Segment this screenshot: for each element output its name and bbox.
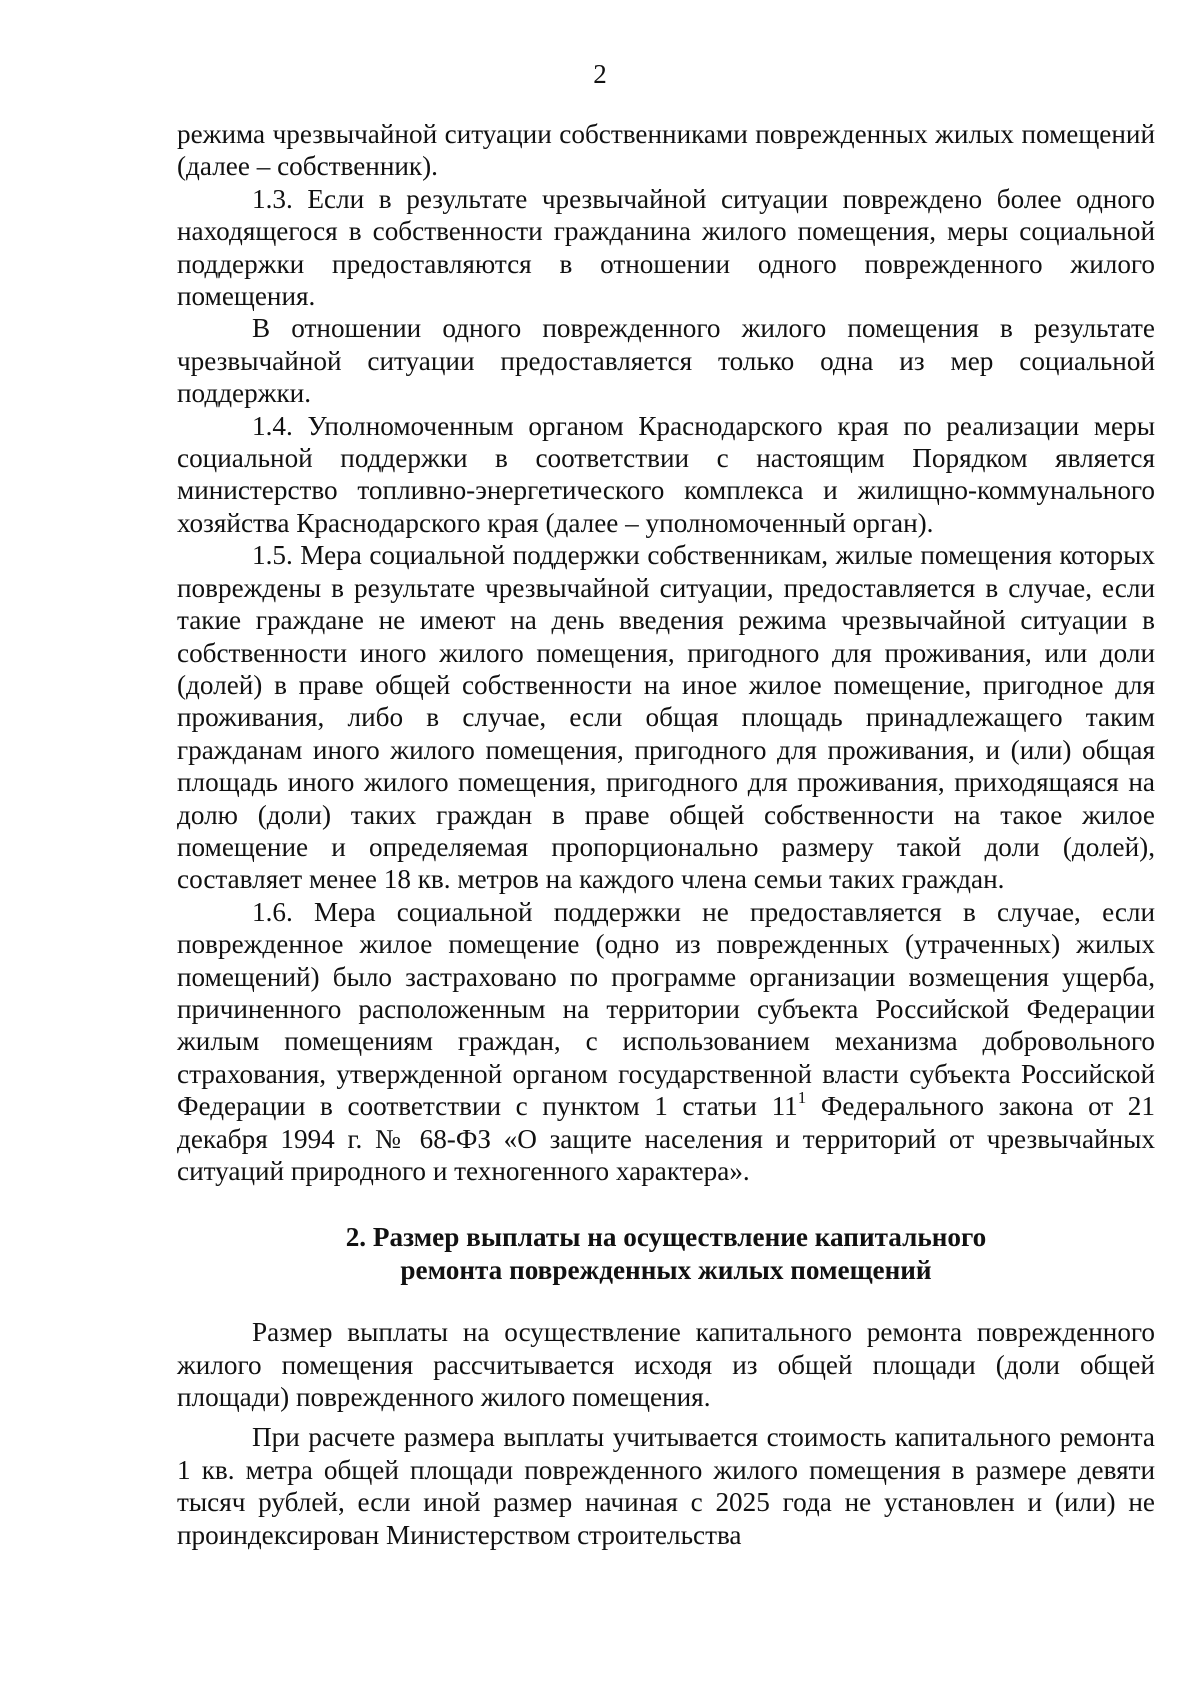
- paragraph-1-3: 1.3. Если в результате чрезвычайной ситуации повреждено более одного находящегося в собственности гражданина жилого помещения, меры социальной поддержки предоставляются в отношении одного поврежденного жилого помещения.: [177, 183, 1155, 312]
- paragraph-payment-size: Размер выплаты на осуществление капитального ремонта поврежденного жилого помещения рассчитывается исходя из общей площади (доли общей площади) поврежденного жилого помещения.: [177, 1317, 1155, 1413]
- page-number: 2: [593, 59, 607, 89]
- section-heading-line-2: ремонта поврежденных жилых помещений: [400, 1254, 932, 1285]
- section-heading: [177, 1221, 1155, 1286]
- paragraph-1-4: 1.4. Уполномоченным органом Краснодарского края по реализации меры социальной поддержки в соответствии с настоящим Порядком является министерство топливно-энергетического комплекса и жилищно-коммунального хозяйства Краснодарского края (далее – уполномоченный орган).: [177, 410, 1155, 538]
- superscript-marker: 1: [797, 1088, 807, 1108]
- paragraph-payment-calculation: При расчете размера выплаты учитывается стоимость капитального ремонта 1 кв. метра общей площади поврежденного жилого помещения в размере девяти тысяч рублей, если иной размер начиная с 2025 года не установлен и (или) не проиндексирован Министерством строительства: [177, 1422, 1155, 1550]
- paragraph-1-6-text-a: 1.6. Мера социальной поддержки не предоставляется в случае, если поврежденное жилое помещение (одно из поврежденных (утраченных) жилых помещений) было застраховано по программе организации возмещения ущерба, причиненного расположенным на территории субъекта Российской Федерации жилым помещениям граждан, с использованием механизма добровольного страхования, утвержденной органом государственной власти субъекта Российской Федерации в соответствии с пунктом 1 статьи 11: [177, 896, 1155, 1122]
- paragraph-1-3-note: В отношении одного поврежденного жилого помещения в результате чрезвычайной ситуации предоставляется только одна из мер социальной поддержки.: [177, 313, 1155, 409]
- paragraph-continuation: режима чрезвычайной ситуации собственниками поврежденных жилых помещений (далее – собственник).: [177, 119, 1155, 182]
- paragraph-1-6: [177, 896, 1155, 1188]
- document-body: [177, 118, 1155, 1551]
- section-heading-line-1: 2. Размер выплаты на осуществление капитального: [345, 1222, 987, 1253]
- paragraph-1-6-text-b: Федерального закона от 21 декабря 1994 г. № 68-ФЗ «О защите населения и территорий от чрезвычайных ситуаций природного и техногенного характера».: [177, 1091, 1155, 1186]
- paragraph-1-5: 1.5. Мера социальной поддержки собственникам, жилые помещения которых повреждены в результате чрезвычайной ситуации, предоставляется в случае, если такие граждане не имеют на день введения режима чрезвычайной ситуации в собственности иного жилого помещения, пригодного для проживания, или доли (долей) в праве общей собственности на иное жилое помещение, пригодное для проживания, либо в случае, если общая площадь принадлежащего таким гражданам иного жилого помещения, пригодного для проживания, и (или) общая площадь иного жилого помещения, пригодного для проживания, приходящаяся на долю (доли) таких граждан в праве общей собственности на такое жилое помещение и определяемая пропорционально размеру такой доли (долей), составляет менее 18 кв. метров на каждого члена семьи таких граждан.: [177, 540, 1155, 895]
